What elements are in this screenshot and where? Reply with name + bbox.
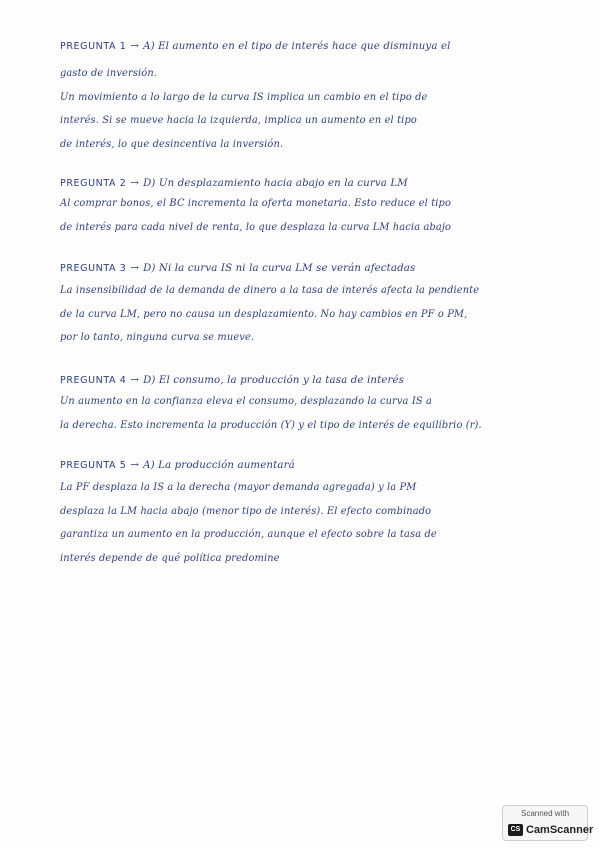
question-1-line: Un movimiento a lo largo de la curva IS implica un cambio en el tipo de (60, 91, 428, 103)
question-5-label: PREGUNTA 5 (60, 460, 127, 471)
watermark-app-name: CamScanner (526, 823, 594, 836)
question-4-answer: D) El consumo, la producción y la tasa de interés (143, 375, 405, 386)
question-5-answer: A) La producción aumentará (143, 460, 295, 471)
question-4-line: Un aumento en la confianza eleva el consumo, desplazando la curva IS a (60, 396, 432, 407)
question-3-explanation (60, 279, 565, 350)
question-1-line: interés. Si se mueve hacia la izquierda, implica un aumento en el tipo (60, 115, 417, 126)
camscanner-logo-icon: CS (508, 824, 523, 836)
arrow-icon: → (130, 178, 140, 189)
question-4-explanation (60, 390, 565, 437)
arrow-icon: → (130, 460, 140, 471)
watermark-caption: Scanned with (520, 809, 570, 818)
arrow-icon: → (130, 263, 140, 274)
question-1-explanation (60, 62, 565, 156)
question-5-line: garantiza un aumento en la producción, aunque el efecto sobre la tasa de (60, 529, 437, 540)
question-2-line: Al comprar bonos, el BC incrementa la oferta monetaria. Esto reduce el tipo (60, 198, 452, 209)
question-2-line: de interés para cada nivel de renta, lo que desplaza la curva LM hacia abajo (60, 221, 452, 233)
question-3-line: de la curva LM, pero no causa un desplazamiento. No hay cambios en PF o PM, (60, 308, 468, 320)
question-3-line: por lo tanto, ninguna curva se mueve. (60, 332, 255, 343)
camscanner-watermark (502, 805, 594, 841)
question-1-line: de interés, lo que desincentiva la inversión. (60, 138, 284, 150)
question-1-answer: A) El aumento en el tipo de interés hace que disminuya el (143, 41, 451, 52)
question-4-label: PREGUNTA 4 (60, 375, 127, 386)
question-2-explanation (60, 192, 565, 239)
question-1-heading (60, 41, 565, 53)
question-5-heading (60, 460, 565, 472)
arrow-icon: → (130, 41, 140, 52)
question-5-line: La PF desplaza la IS a la derecha (mayor demanda agregada) y la PM (60, 482, 417, 493)
question-5-line: interés depende de qué política predomine (60, 552, 280, 564)
question-5-line: desplaza la LM hacia abajo (menor tipo de interés). El efecto combinado (60, 505, 432, 517)
question-3-label: PREGUNTA 3 (60, 263, 127, 274)
question-4-line: la derecha. Esto incrementa la producción (Y) y el tipo de interés de equilibrio (r). (60, 419, 482, 431)
question-3-answer: D) Ni la curva IS ni la curva LM se verán afectadas (143, 263, 416, 274)
question-2-answer: D) Un desplazamiento hacia abajo en la curva LM (143, 178, 408, 189)
arrow-icon: → (130, 375, 140, 386)
question-1-label: PREGUNTA 1 (60, 41, 127, 52)
question-3-line: La insensibilidad de la demanda de dinero a la tasa de interés afecta la pendiente (60, 285, 480, 296)
question-1-line: gasto de inversión. (60, 68, 158, 79)
question-2-label: PREGUNTA 2 (60, 178, 127, 189)
question-2-heading (60, 178, 565, 190)
question-3-heading (60, 263, 565, 275)
question-5-explanation (60, 476, 565, 570)
watermark-brand (508, 822, 593, 837)
question-4-heading (60, 375, 565, 387)
